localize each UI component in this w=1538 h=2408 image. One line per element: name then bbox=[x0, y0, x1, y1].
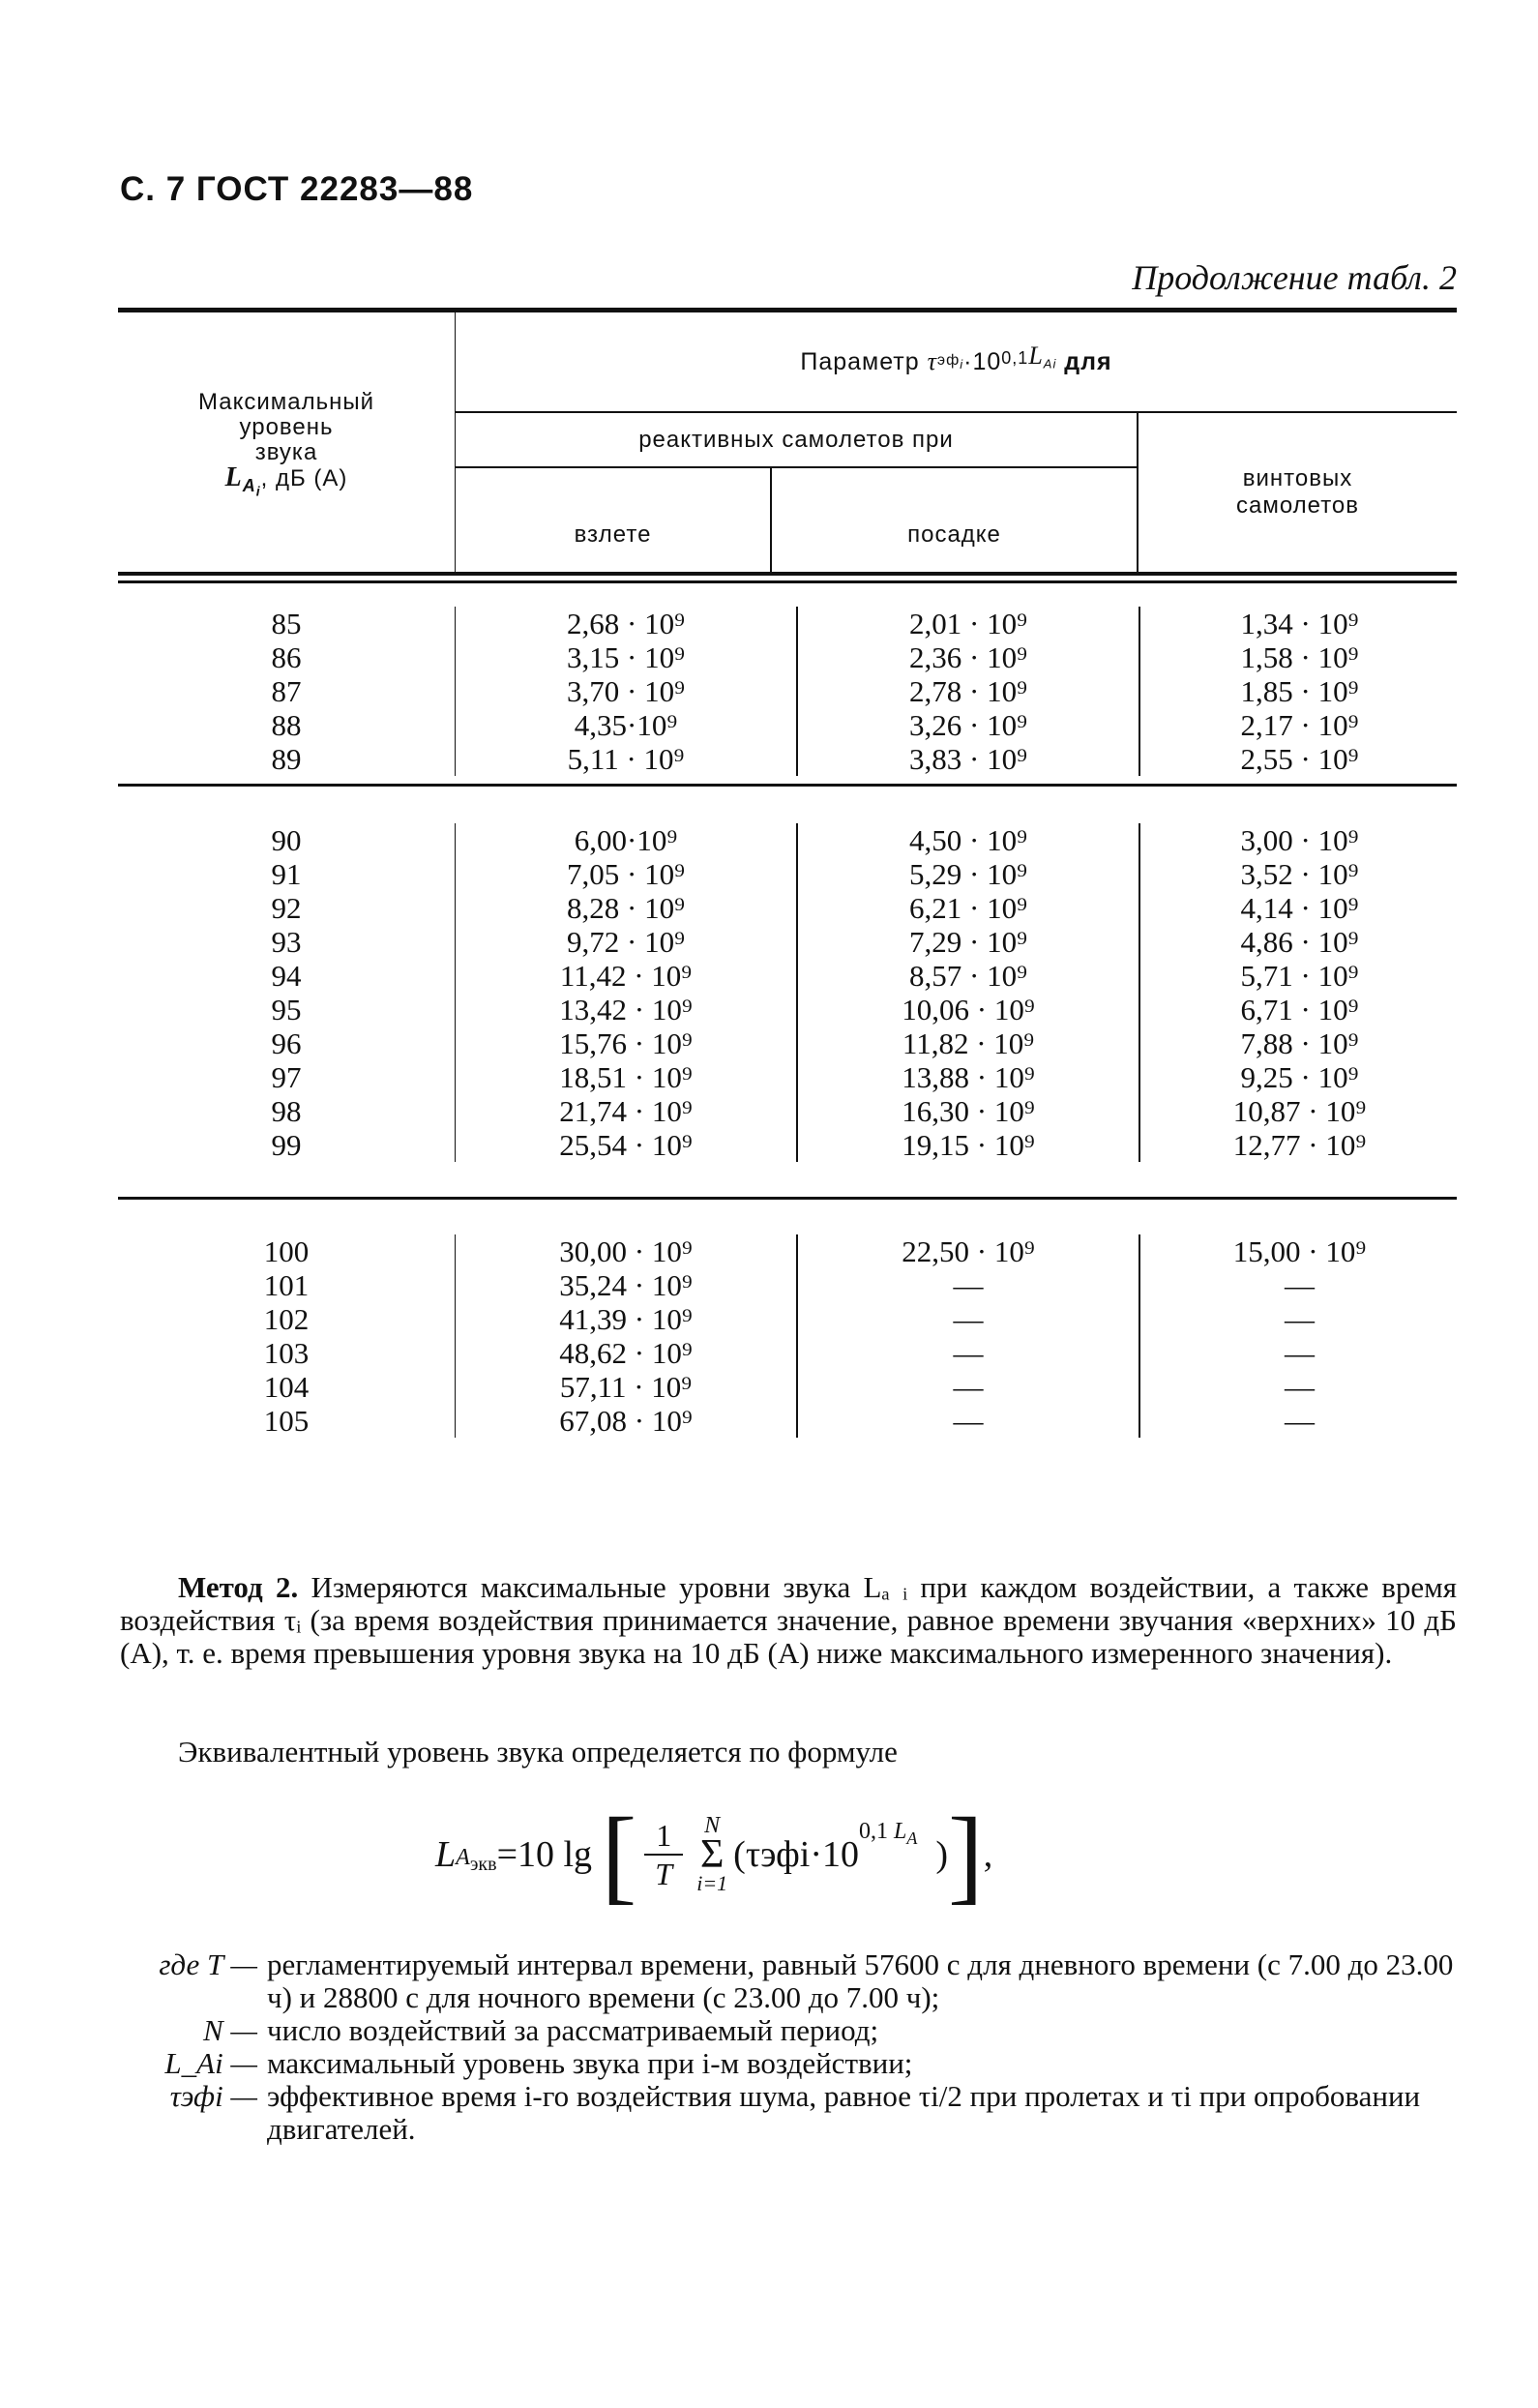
table-cell: 97 bbox=[271, 1060, 302, 1094]
table-cell: 11,82 · 10⁹ bbox=[902, 1026, 1035, 1060]
table-cell: 7,88 · 10⁹ bbox=[1240, 1026, 1359, 1060]
table-cell: 7,05 · 10⁹ bbox=[567, 857, 685, 891]
level-column bbox=[118, 1234, 455, 1438]
formula-exp-L: L bbox=[894, 1818, 907, 1844]
formula-exp: 0,1 bbox=[859, 1818, 889, 1844]
table-cell: 15,00 · 10⁹ bbox=[1232, 1234, 1367, 1268]
definition-symbol: где T — bbox=[159, 1947, 257, 1981]
header-jet-subcolumns bbox=[456, 468, 1137, 572]
formula-close: ) bbox=[935, 1834, 949, 1875]
table-cell: 7,29 · 10⁹ bbox=[909, 925, 1027, 959]
definition-item bbox=[120, 1948, 1459, 2014]
header-propeller bbox=[1139, 413, 1457, 572]
formula-lhs-L: L bbox=[435, 1834, 457, 1875]
table-cell: 87 bbox=[271, 674, 302, 708]
table-cell: — bbox=[953, 1404, 984, 1438]
table-cell: 100 bbox=[263, 1234, 310, 1268]
definition-text: регламентируемый интервал времени, равный 57600 с для дневного времени (с 7.00 до 23.00 ч) и 28800 с для ночного времени (с 23.00 до 7.00 ч); bbox=[267, 1947, 1454, 2014]
formula-fraction bbox=[644, 1817, 683, 1892]
table-cell: 104 bbox=[263, 1370, 310, 1404]
table-cell: 41,39 · 10⁹ bbox=[559, 1302, 693, 1336]
formula-exp-A: A bbox=[906, 1828, 918, 1848]
level-column bbox=[118, 607, 455, 776]
level-symbol-sub2: i bbox=[255, 483, 261, 499]
param-tau-sub2: i bbox=[960, 357, 964, 372]
table-cell: 67,08 · 10⁹ bbox=[559, 1404, 693, 1438]
definitions bbox=[120, 1948, 1459, 2146]
table-group bbox=[118, 583, 1457, 784]
data-table bbox=[118, 308, 1457, 1505]
definition-symbol: N — bbox=[203, 2013, 257, 2047]
table-cell: — bbox=[1285, 1404, 1315, 1438]
param-tau-sub: эф bbox=[936, 351, 961, 369]
propeller-column bbox=[1140, 1234, 1459, 1438]
table-cell: 4,50 · 10⁹ bbox=[909, 823, 1027, 857]
header-parameter-group bbox=[456, 312, 1457, 572]
table-cell: — bbox=[953, 1370, 984, 1404]
landing-column bbox=[798, 823, 1139, 1162]
table-group bbox=[118, 787, 1457, 1197]
table-cell: 57,11 · 10⁹ bbox=[559, 1370, 693, 1404]
propeller-column bbox=[1140, 607, 1459, 776]
table-cell: 10,87 · 10⁹ bbox=[1232, 1094, 1367, 1128]
formula-sum-sign: Σ bbox=[699, 1832, 725, 1877]
formula-tail: , bbox=[983, 1834, 993, 1875]
table-cell: 8,57 · 10⁹ bbox=[909, 959, 1027, 993]
table-cell: 89 bbox=[271, 742, 302, 776]
table-cell: 85 bbox=[271, 607, 302, 640]
param-exp-i: i bbox=[1052, 356, 1057, 372]
param-label: Параметр bbox=[800, 347, 920, 375]
formula-lhs-sub: экв bbox=[469, 1853, 497, 1875]
table-cell: 4,35·10⁹ bbox=[574, 708, 678, 742]
table-cell: 13,42 · 10⁹ bbox=[559, 993, 693, 1026]
table-cell: 6,00·10⁹ bbox=[574, 823, 678, 857]
table-cell: 92 bbox=[271, 891, 302, 925]
formula-term: (τэфi·10 bbox=[733, 1834, 860, 1875]
formula bbox=[435, 1796, 993, 1914]
table-cell: — bbox=[1285, 1268, 1315, 1302]
param-mult: ·10 bbox=[963, 347, 1002, 375]
level-column bbox=[118, 823, 455, 1162]
param-tau: τ bbox=[927, 347, 937, 375]
header-landing: посадке bbox=[907, 520, 1001, 548]
table-cell: 3,83 · 10⁹ bbox=[909, 742, 1027, 776]
level-symbol: L bbox=[224, 462, 243, 492]
param-exp-L: L bbox=[1028, 341, 1044, 370]
definition-item bbox=[120, 2047, 1459, 2080]
page-header: С. 7 ГОСТ 22283—88 bbox=[120, 170, 474, 208]
table-cell: 12,77 · 10⁹ bbox=[1232, 1128, 1367, 1162]
table-group bbox=[118, 1200, 1457, 1505]
table-cell: 16,30 · 10⁹ bbox=[902, 1094, 1035, 1128]
method-text: Измеряются максимальные уровни звука Lₐ ᵢ при каждом воздействии, а также время воздействия τᵢ (за время воздействия принимается значение, равное времени звучания «верхних» 10 дБ (А), т. е. время превышения уровня звука на 10 дБ (А) ниже максимального измеренного значения). bbox=[120, 1570, 1458, 1670]
table-cell: 21,74 · 10⁹ bbox=[559, 1094, 693, 1128]
formula-right-bracket: ] bbox=[948, 1796, 984, 1914]
param-for: для bbox=[1064, 347, 1112, 375]
table-cell: 3,52 · 10⁹ bbox=[1240, 857, 1359, 891]
header-level-column bbox=[118, 312, 455, 572]
table-cell: — bbox=[953, 1336, 984, 1370]
formula-left-bracket: [ bbox=[601, 1796, 637, 1914]
table-cell: 88 bbox=[271, 708, 302, 742]
table-cell: 105 bbox=[263, 1404, 310, 1438]
formula-lhs-A: A bbox=[456, 1845, 470, 1871]
table-cell: 91 bbox=[271, 857, 302, 891]
header-level-unit bbox=[118, 462, 455, 503]
definition-symbol: L_Ai — bbox=[164, 2046, 257, 2080]
propeller-column bbox=[1140, 823, 1459, 1162]
table-cell: 5,71 · 10⁹ bbox=[1240, 959, 1359, 993]
table-cell: 9,25 · 10⁹ bbox=[1240, 1060, 1359, 1094]
header-takeoff: взлете bbox=[574, 520, 652, 548]
table-cell: 95 bbox=[271, 993, 302, 1026]
header-parameter bbox=[456, 312, 1457, 413]
table-cell: 15,76 · 10⁹ bbox=[559, 1026, 693, 1060]
landing-column bbox=[798, 1234, 1139, 1438]
param-exp-A: A bbox=[1043, 356, 1053, 372]
header-propeller-line-2: самолетов bbox=[1235, 492, 1360, 519]
table-cell: 93 bbox=[271, 925, 302, 959]
table-cell: 4,86 · 10⁹ bbox=[1240, 925, 1359, 959]
table-cell: 101 bbox=[263, 1268, 310, 1302]
equivalent-paragraph: Эквивалентный уровень звука определяется по формуле bbox=[178, 1735, 898, 1769]
table-cell: 4,14 · 10⁹ bbox=[1240, 891, 1359, 925]
formula-frac-den: T bbox=[655, 1857, 673, 1891]
table-cell: 10,06 · 10⁹ bbox=[902, 993, 1035, 1026]
table-cell: 2,78 · 10⁹ bbox=[909, 674, 1027, 708]
table-cell: — bbox=[1285, 1370, 1315, 1404]
table-cell: — bbox=[953, 1268, 984, 1302]
definition-symbol: τэфi — bbox=[169, 2079, 257, 2113]
definition-item bbox=[120, 2080, 1459, 2146]
method-title: Метод 2. bbox=[178, 1570, 299, 1604]
formula-sum-top: N bbox=[704, 1813, 721, 1838]
formula-sum-bottom: i=1 bbox=[696, 1871, 728, 1895]
table-caption: Продолжение табл. 2 bbox=[1132, 258, 1457, 297]
table-cell: 6,21 · 10⁹ bbox=[909, 891, 1027, 925]
table-cell: 1,34 · 10⁹ bbox=[1240, 607, 1359, 640]
formula-frac-num: 1 bbox=[656, 1818, 672, 1853]
table-cell: — bbox=[1285, 1302, 1315, 1336]
header-subcolumns bbox=[456, 413, 1457, 572]
table-cell: 1,58 · 10⁹ bbox=[1240, 640, 1359, 674]
header-propeller-line-1: винтовых bbox=[1242, 465, 1353, 491]
takeoff-column bbox=[456, 607, 796, 776]
table-cell: 6,71 · 10⁹ bbox=[1240, 993, 1359, 1026]
definition-text: максимальный уровень звука при i-м воздействии; bbox=[267, 2046, 913, 2080]
level-symbol-sub: A bbox=[242, 475, 256, 495]
header-level-line-1: Максимальный bbox=[197, 389, 375, 415]
param-exp: 0,1 bbox=[1001, 347, 1029, 368]
formula-sum bbox=[696, 1811, 727, 1898]
header-jet: реактивных самолетов при bbox=[456, 413, 1137, 468]
formula-eq: =10 lg bbox=[496, 1834, 593, 1875]
table-header bbox=[118, 312, 1457, 572]
header-jet-group bbox=[456, 413, 1137, 572]
table-cell: 3,00 · 10⁹ bbox=[1240, 823, 1359, 857]
table-cell: 102 bbox=[263, 1302, 310, 1336]
level-unit: , дБ (А) bbox=[260, 465, 348, 491]
table-cell: 13,88 · 10⁹ bbox=[902, 1060, 1035, 1094]
method-paragraph bbox=[120, 1571, 1457, 1670]
table-cell: 18,51 · 10⁹ bbox=[559, 1060, 693, 1094]
table-cell: 98 bbox=[271, 1094, 302, 1128]
table-cell: 2,55 · 10⁹ bbox=[1240, 742, 1359, 776]
table-cell: — bbox=[953, 1302, 984, 1336]
table-cell: 48,62 · 10⁹ bbox=[559, 1336, 693, 1370]
takeoff-column bbox=[456, 823, 796, 1162]
header-level-line-2: уровень bbox=[239, 414, 334, 440]
table-cell: 25,54 · 10⁹ bbox=[559, 1128, 693, 1162]
table-cell: 90 bbox=[271, 823, 302, 857]
takeoff-column bbox=[456, 1234, 796, 1438]
table-cell: 35,24 · 10⁹ bbox=[559, 1268, 693, 1302]
table-cell: 86 bbox=[271, 640, 302, 674]
landing-column bbox=[798, 607, 1139, 776]
table-cell: 8,28 · 10⁹ bbox=[567, 891, 685, 925]
table-cell: — bbox=[1285, 1336, 1315, 1370]
table-cell: 5,29 · 10⁹ bbox=[909, 857, 1027, 891]
table-cell: 5,11 · 10⁹ bbox=[567, 742, 685, 776]
table-cell: 22,50 · 10⁹ bbox=[902, 1234, 1035, 1268]
table-cell: 30,00 · 10⁹ bbox=[559, 1234, 693, 1268]
table-cell: 3,26 · 10⁹ bbox=[909, 708, 1027, 742]
table-cell: 94 bbox=[271, 959, 302, 993]
table-cell: 2,17 · 10⁹ bbox=[1240, 708, 1359, 742]
table-cell: 103 bbox=[263, 1336, 310, 1370]
header-level-line-3: звука bbox=[254, 439, 318, 465]
table-cell: 9,72 · 10⁹ bbox=[567, 925, 685, 959]
table-cell: 2,36 · 10⁹ bbox=[909, 640, 1027, 674]
table-cell: 2,68 · 10⁹ bbox=[567, 607, 685, 640]
header-bottom-rule bbox=[118, 572, 1457, 583]
table-cell: 96 bbox=[271, 1026, 302, 1060]
table-cell: 3,70 · 10⁹ bbox=[567, 674, 685, 708]
table-cell: 1,85 · 10⁹ bbox=[1240, 674, 1359, 708]
definition-text: число воздействий за рассматриваемый период; bbox=[267, 2013, 879, 2047]
table-cell: 99 bbox=[271, 1128, 302, 1162]
table-cell: 11,42 · 10⁹ bbox=[559, 959, 693, 993]
table-cell: 3,15 · 10⁹ bbox=[567, 640, 685, 674]
definition-item bbox=[120, 2014, 1459, 2047]
table-cell: 19,15 · 10⁹ bbox=[902, 1128, 1035, 1162]
definition-text: эффективное время i-го воздействия шума, равное τi/2 при пролетах и τi при опробовании двигателей. bbox=[267, 2079, 1421, 2146]
table-cell: 2,01 · 10⁹ bbox=[909, 607, 1027, 640]
